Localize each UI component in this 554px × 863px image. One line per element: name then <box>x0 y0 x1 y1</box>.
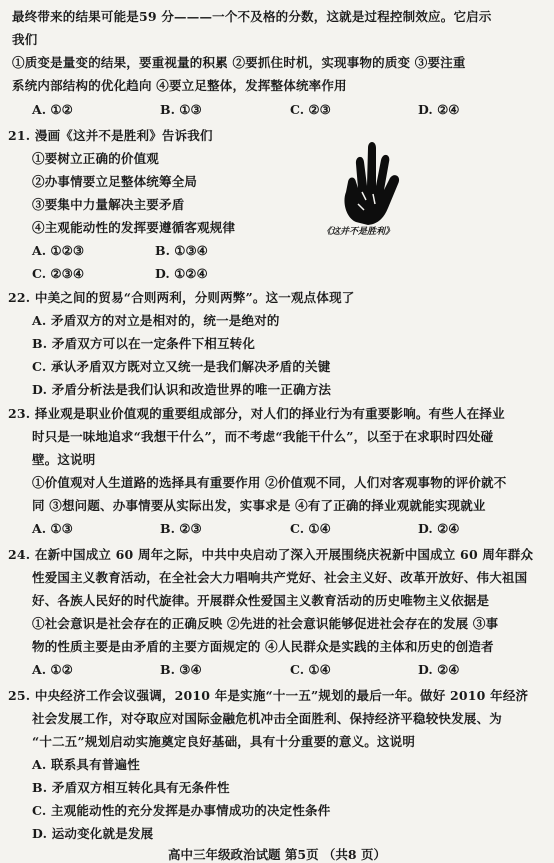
q24-stem-3: 好、各族人民好的时代旋律。开展群众性爱国主义教育活动的历史唯物主义依据是 <box>32 593 490 608</box>
q21-statement-4: ④主观能动性的发挥要遵循客观规律 <box>32 220 236 235</box>
intro-option-a: A. ①② <box>32 102 73 117</box>
q24-stem-2: 性爱国主义教育活动，在全社会大力唱响共产党好、社会主义好、改革开放好、伟大祖国 <box>32 570 528 585</box>
q22-option-c: C. 承认矛盾双方既对立又统一是我们解决矛盾的关键 <box>32 359 331 374</box>
intro-line-1: 最终带来的结果可能是59 分———一个不及格的分数，这就是过程控制效应。它启示 <box>12 9 492 24</box>
q22-option-b: B. 矛盾双方可以在一定条件下相互转化 <box>32 336 256 351</box>
q21-statement-2: ②办事情要立足整体统筹全局 <box>32 174 198 189</box>
q24-option-c: C. ①④ <box>290 662 331 677</box>
q25-stem-2: 社会发展工作，对夺取应对国际金融危机冲击全面胜利、保持经济平稳较快发展、为 <box>32 711 502 726</box>
q21-option-b: B. ①③④ <box>155 243 208 258</box>
q21-stem: 21. 漫画《这并不是胜利》告诉我们 <box>8 128 213 143</box>
q21-option-c: C. ②③④ <box>32 266 85 281</box>
cartoon-caption: 《这并不是胜利》 <box>322 227 395 237</box>
q24-option-b: B. ③④ <box>160 662 202 677</box>
q24-statements-1: ①社会意识是社会存在的正确反映 ②先进的社会意识能够促进社会存在的发展 ③事 <box>32 616 499 631</box>
q22-stem: 22. 中美之间的贸易“合则两利，分则两弊”。这一观点体现了 <box>8 290 355 305</box>
q25-stem-1: 25. 中央经济工作会议强调，2010 年是实施“十一五”规划的最后一年。做好 2010 年经济 <box>8 688 529 703</box>
q24-stem-1: 24. 在新中国成立 60 周年之际，中共中央启动了深入开展围绕庆祝新中国成立 60 周年群众 <box>8 547 534 562</box>
q21-statement-1: ①要树立正确的价值观 <box>32 151 160 166</box>
q25-option-d: D. 运动变化就是发展 <box>32 826 154 841</box>
q23-option-c: C. ①④ <box>290 521 331 536</box>
q22-option-a: A. 矛盾双方的对立是相对的，统一是绝对的 <box>32 313 280 328</box>
q23-stem-3: 壁。这说明 <box>32 452 96 467</box>
q25-option-c: C. 主观能动性的充分发挥是办事情成功的决定性条件 <box>32 803 331 818</box>
page-footer: 高中三年级政治试题 第5页 （共8 页） <box>168 847 386 862</box>
q23-option-d: D. ②④ <box>418 521 460 536</box>
q23-stem-1: 23. 择业观是职业价值观的重要组成部分，对人们的择业行为有重要影响。有些人在择业 <box>8 406 505 421</box>
q21-option-d: D. ①②④ <box>155 266 208 281</box>
q23-option-a: A. ①③ <box>32 521 73 536</box>
q23-statements-2: 同 ③想问题、办事情要从实际出发，实事求是 ④有了正确的择业观就能实现就业 <box>32 498 486 513</box>
intro-line-3: ①质变是量变的结果，要重视量的积累 ②要抓住时机，实现事物的质变 ③要注重 <box>12 55 466 70</box>
q23-option-b: B. ②③ <box>160 521 202 536</box>
intro-line-2: 我们 <box>12 32 38 47</box>
intro-option-c: C. ②③ <box>290 102 331 117</box>
intro-line-4: 系统内部结构的优化趋向 ④要立足整体，发挥整体统率作用 <box>12 78 347 93</box>
q23-stem-2: 时只是一味地追求“我想干什么”，而不考虑“我能干什么”，以至于在求职时四处碰 <box>32 429 494 444</box>
q24-option-d: D. ②④ <box>418 662 460 677</box>
q21-statement-3: ③要集中力量解决主要矛盾 <box>32 197 185 212</box>
q25-option-a: A. 联系具有普遍性 <box>32 757 140 772</box>
q24-statements-2: 物的性质主要是由矛盾的主要方面规定的 ④人民群众是实践的主体和历史的创造者 <box>32 639 494 654</box>
q22-option-d: D. 矛盾分析法是我们认识和改造世界的唯一正确方法 <box>32 382 332 397</box>
intro-option-b: B. ①③ <box>160 102 202 117</box>
intro-option-d: D. ②④ <box>418 102 460 117</box>
q24-option-a: A. ①② <box>32 662 73 677</box>
q23-statements-1: ①价值观对人生道路的选择具有重要作用 ②价值观不同，人们对客观事物的评价就不 <box>32 475 507 490</box>
q25-stem-3: “十二五”规划启动实施奠定良好基础，具有十分重要的意义。这说明 <box>32 734 416 749</box>
q21-option-a: A. ①②③ <box>32 243 85 258</box>
q25-option-b: B. 矛盾双方相互转化具有无条件性 <box>32 780 230 795</box>
